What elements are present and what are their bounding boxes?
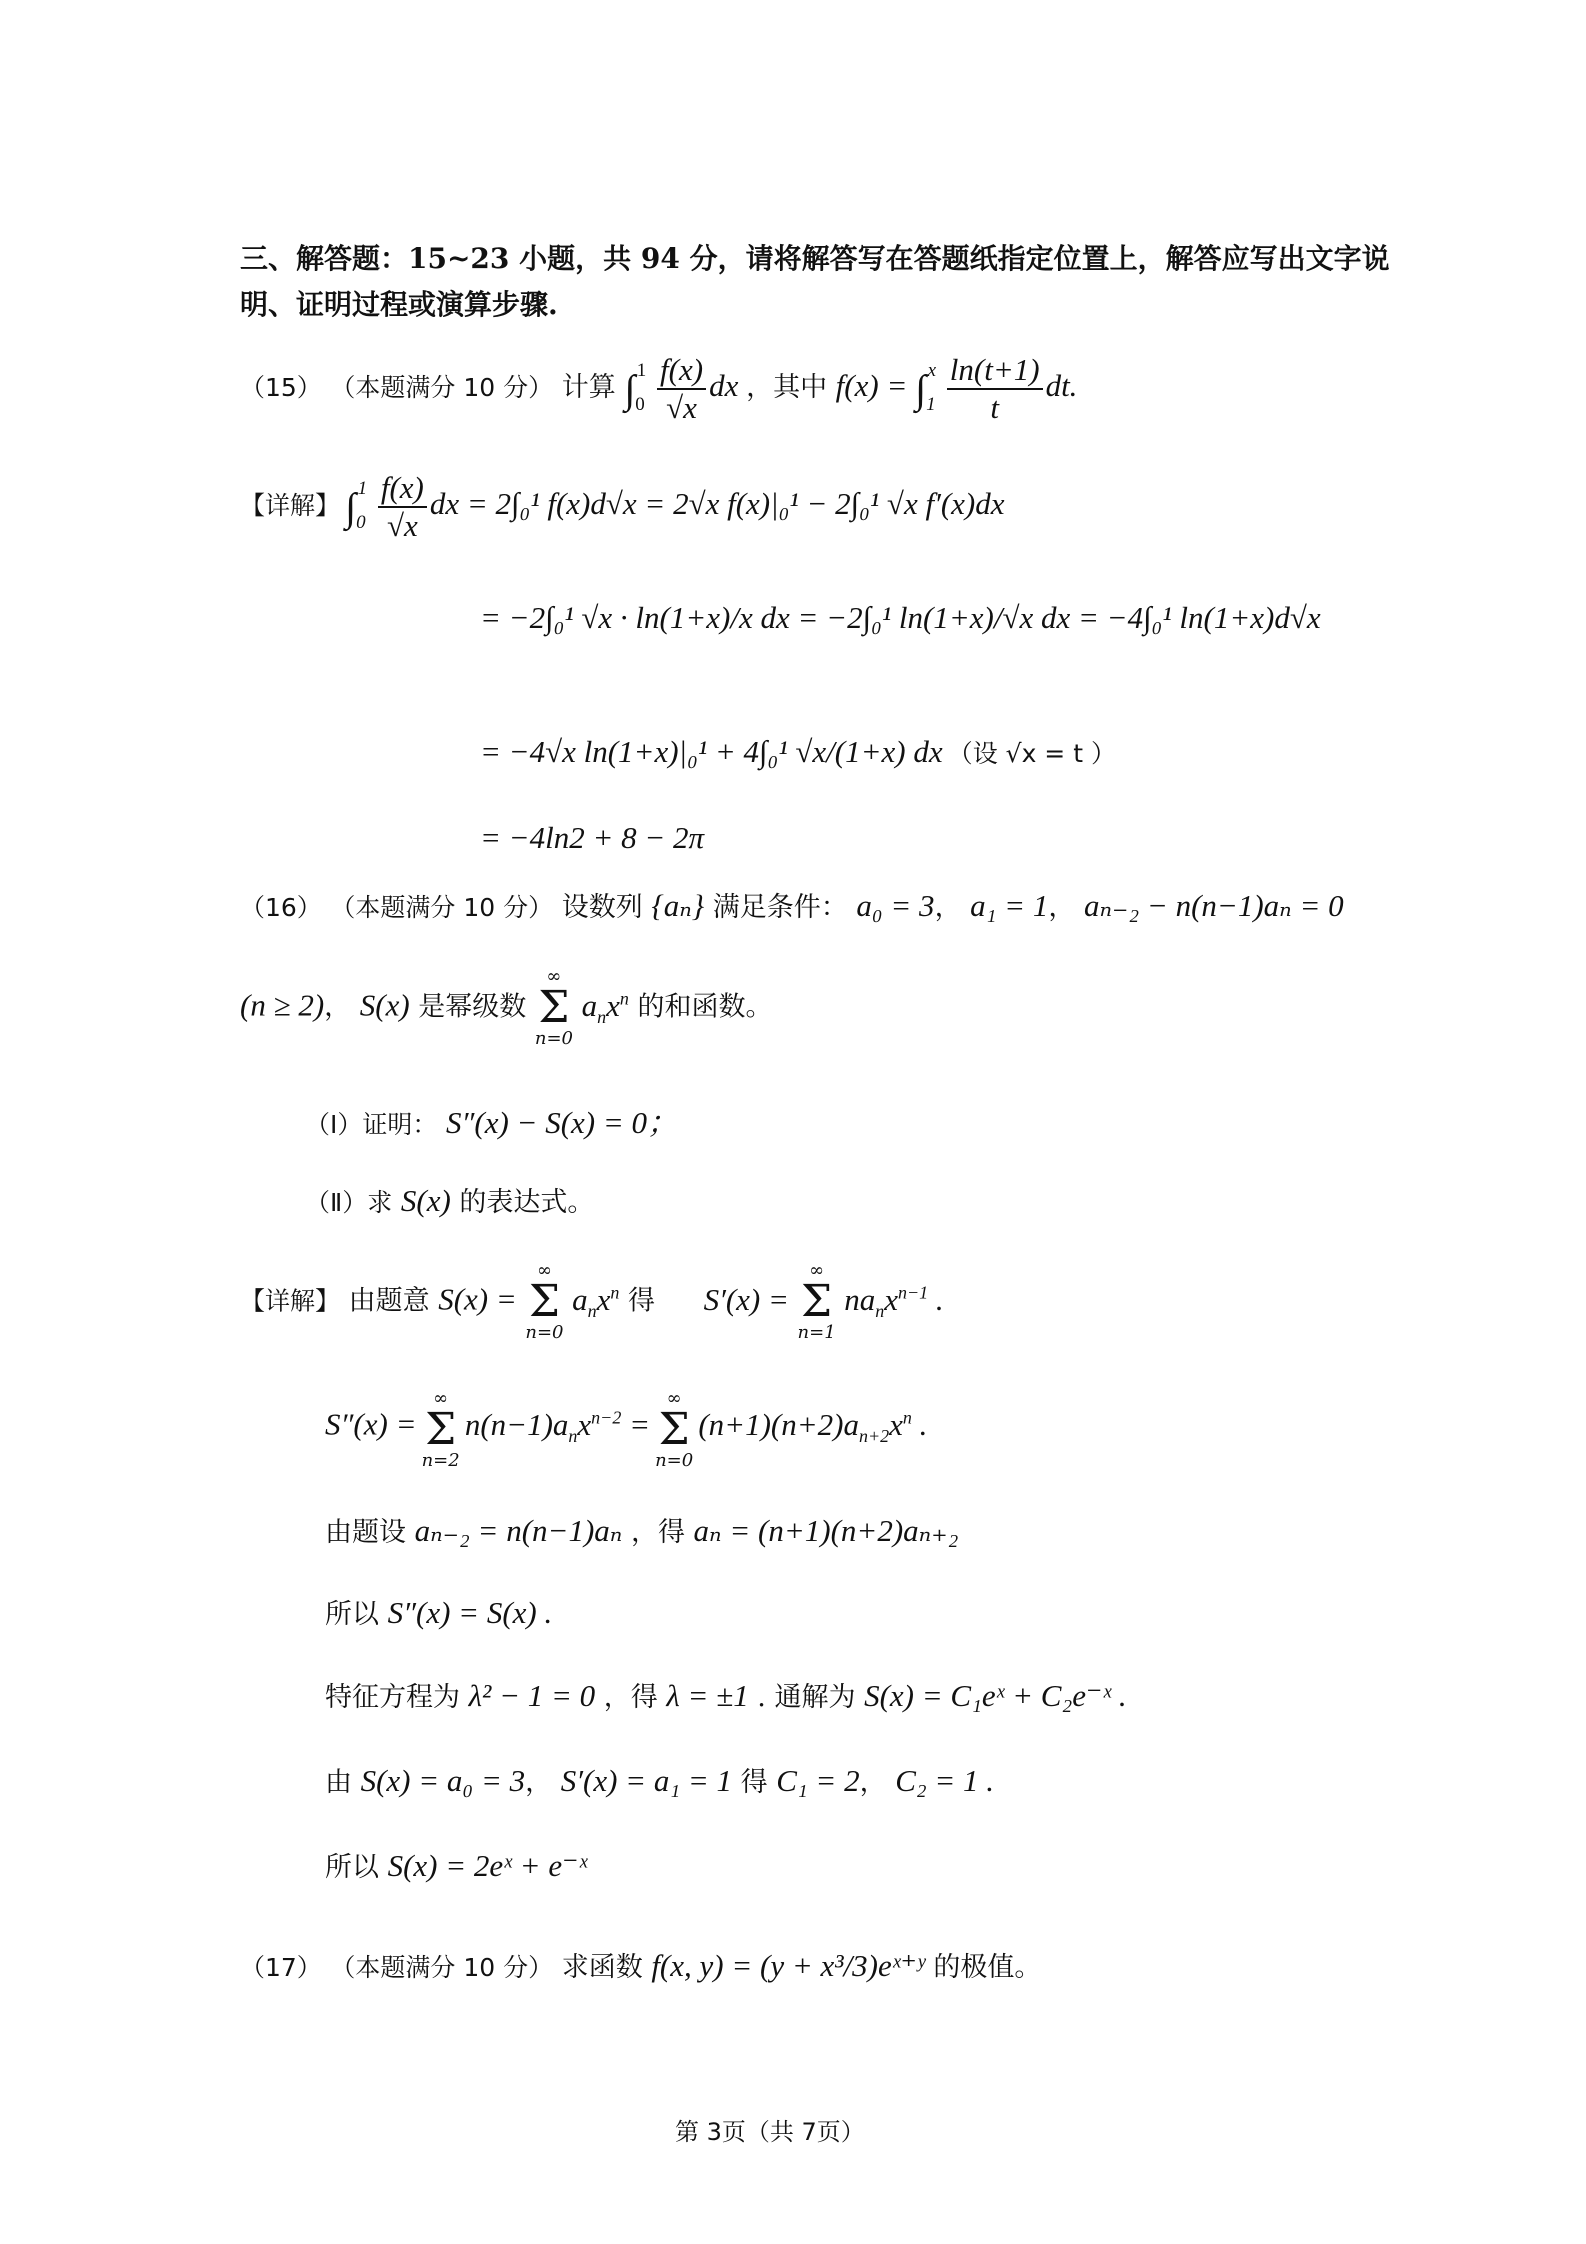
q16-sol-intro: 由题意 (348, 1285, 430, 1317)
q17-intro: 求函数 (561, 1952, 643, 1983)
q17-score: （本题满分 10 分） (330, 1953, 554, 1982)
q16-sx: S(x) (359, 987, 410, 1023)
q15-line3: = −4√x ln(1+x)|₀¹ + 4∫₀¹ √x/(1+x) dx (480, 734, 943, 769)
q16-sol-line3-b: aₙ₋₂ = n(n−1)aₙ (414, 1513, 623, 1548)
q16-cond1: a₀ = 3 (856, 888, 935, 923)
q15-integral: $\int_0^1$ $\frac{f(x)}{√x}$ dx (624, 352, 739, 425)
page-footer: 第 3页（共 7页） (675, 2118, 865, 2146)
q15-solution-label: 【详解】 (240, 491, 341, 521)
q16-sol-line5-d: λ = ±1 (666, 1678, 749, 1713)
q16-cond-label: 满足条件： (712, 892, 848, 923)
q16-sol-line6-a: 由 (325, 1767, 352, 1798)
q16-solution-label: 【详解】 (240, 1286, 341, 1316)
q16-statement-line1: （16） （本题满分 10 分） 设数列 {aₙ} 满足条件： a₀ = 3， a₁ = 1， aₙ₋₂ − n(n−1)aₙ = 0 (240, 888, 1344, 923)
q15-statement (240, 352, 1077, 426)
q16-part2 (305, 1180, 594, 1219)
q15-line4: = −4ln2 + 8 − 2π (480, 820, 705, 855)
q15-intro: 计算 (561, 372, 616, 404)
q16-number: （16） (240, 893, 322, 922)
q15-line2: = −2∫₀¹ √x · ln(1+x)/x dx = −2∫₀¹ ln(1+x)/√x dx = −4∫₀¹ ln(1+x)d√x (480, 600, 1321, 635)
q16-sol-line6-b: S(x) = a₀ = 3 (360, 1763, 526, 1798)
q15-f-def: $f(x) = \int_1^x$ $\frac{\ln(t+1)}{t}$ dt. (835, 352, 1078, 425)
q15-number: （15） (240, 373, 322, 403)
q16-part1-label: （Ⅰ）证明： (305, 1110, 438, 1139)
q16-sol-line2: S″(x) = ∞ Σ n=2 $n(n-1)a_nx^{n-2}$ = ∞ Σ n=0 $(n+1)(n+2)a_{n+2}x^n$ . (325, 1388, 928, 1471)
q16-series-tail: 的和函数。 (637, 991, 773, 1023)
q16-sol-line3 (325, 1510, 958, 1549)
q17-number: （17） (240, 1953, 322, 1982)
q16-sol-line5-a: 特征方程为 (325, 1682, 460, 1713)
q16-sol-line6-f: C₂ = 1 . (895, 1763, 995, 1798)
q16-series-label: 是幂级数 (418, 991, 527, 1023)
q16-sol-line3-d: aₙ = (n+1)(n+2)aₙ₊₂ (693, 1513, 959, 1548)
q16-cond2: a₁ = 1 (970, 888, 1049, 923)
q16-sol-line7 (325, 1845, 587, 1884)
q16-sol-line3-a: 由题设 (325, 1517, 406, 1548)
q16-cond3: aₙ₋₂ − n(n−1)aₙ = 0 (1083, 888, 1344, 923)
q16-solution-line1: 【详解】 由题意 S(x) = ∞ Σ n=0 $a_nx^n$ 得 S′(x) = ∞ Σ n=1 $na_nx^{n-1}$ . (240, 1260, 944, 1343)
q16-sol-line5-c: ，得 (603, 1682, 658, 1713)
q16-sol-line6-d: 得 (740, 1767, 768, 1798)
q15-line3-note: （设 √x = t ） (947, 739, 1116, 768)
q15-where: ，其中 (746, 372, 828, 404)
q16-sol-line4-a: 所以 (325, 1599, 379, 1630)
q16-sol-line4-b: S″(x) = S(x) . (387, 1595, 553, 1630)
q16-sol-line6-e: C₁ = 2 (776, 1763, 860, 1798)
q16-score: （本题满分 10 分） (330, 893, 554, 922)
q16-sol-line3-c: ，得 (630, 1517, 685, 1548)
q16-sol-line6-c: S′(x) = a₁ = 1 (560, 1763, 733, 1798)
q16-statement-line2: (n ≥ 2)， S(x) 是幂级数 ∞ Σ n=0 $a_nx^n$ 的和函数。 (240, 966, 773, 1049)
q16-sol-line6: 由 S(x) = a₀ = 3， S′(x) = a₁ = 1 得 C₁ = 2， C₂ = 1 . (325, 1763, 995, 1798)
q16-intro: 设数列 (561, 892, 643, 923)
q16-sol-line7-b: S(x) = 2eˣ + e⁻ˣ (387, 1848, 588, 1883)
q15-solution-line1: 【详解】 $\int_0^1$ $\frac{f(x)}{√x}$ dx = 2∫₀¹ f(x)d√x = 2√x f(x)|₀¹ − 2∫₀¹ √x f′(x)dx (240, 470, 1005, 543)
q17-tail: 的极值。 (933, 1952, 1042, 1983)
q16-sol-line7-a: 所以 (325, 1852, 379, 1883)
q15-score: （本题满分 10 分） (330, 373, 554, 403)
q16-sol-de: 得 (627, 1285, 655, 1317)
q16-series-sum: ∞ Σ n=0 (534, 966, 573, 1049)
q16-sol-line4 (325, 1592, 552, 1631)
q17-statement (240, 1945, 1041, 1984)
q16-sol-line5-e: . 通解为 (757, 1682, 856, 1713)
q16-sol-line5 (325, 1675, 1127, 1714)
q16-part2-tail: 的表达式。 (459, 1187, 595, 1218)
q16-part1-expr: S″(x) − S(x) = 0； (445, 1105, 679, 1140)
q16-part2-label: （Ⅱ）求 (305, 1188, 393, 1217)
q16-sol-line5-f: S(x) = C₁eˣ + C₂e⁻ˣ . (864, 1678, 1127, 1713)
section-header-line1: 三、解答题：15~23 小题，共 94 分，请将解答写在答题纸指定位置上，解答应写出文字说 (240, 242, 1390, 275)
q17-func: f(x, y) = (y + x³/3)eˣ⁺ʸ (651, 1948, 925, 1983)
q16-part2-expr: S(x) (400, 1183, 451, 1218)
q16-n-cond: (n ≥ 2) (240, 987, 325, 1023)
q15-line3-wrap (480, 734, 1116, 770)
q16-sol-line5-b: λ² − 1 = 0 (468, 1678, 596, 1713)
q16-seq: {aₙ} (651, 888, 705, 923)
section-header-line2: 明、证明过程或演算步骤. (240, 288, 558, 321)
q15-line1: = 2∫₀¹ f(x)d√x = 2√x f(x)|₀¹ − 2∫₀¹ √x f′(x)dx (466, 486, 1005, 522)
q16-part1 (305, 1097, 678, 1142)
